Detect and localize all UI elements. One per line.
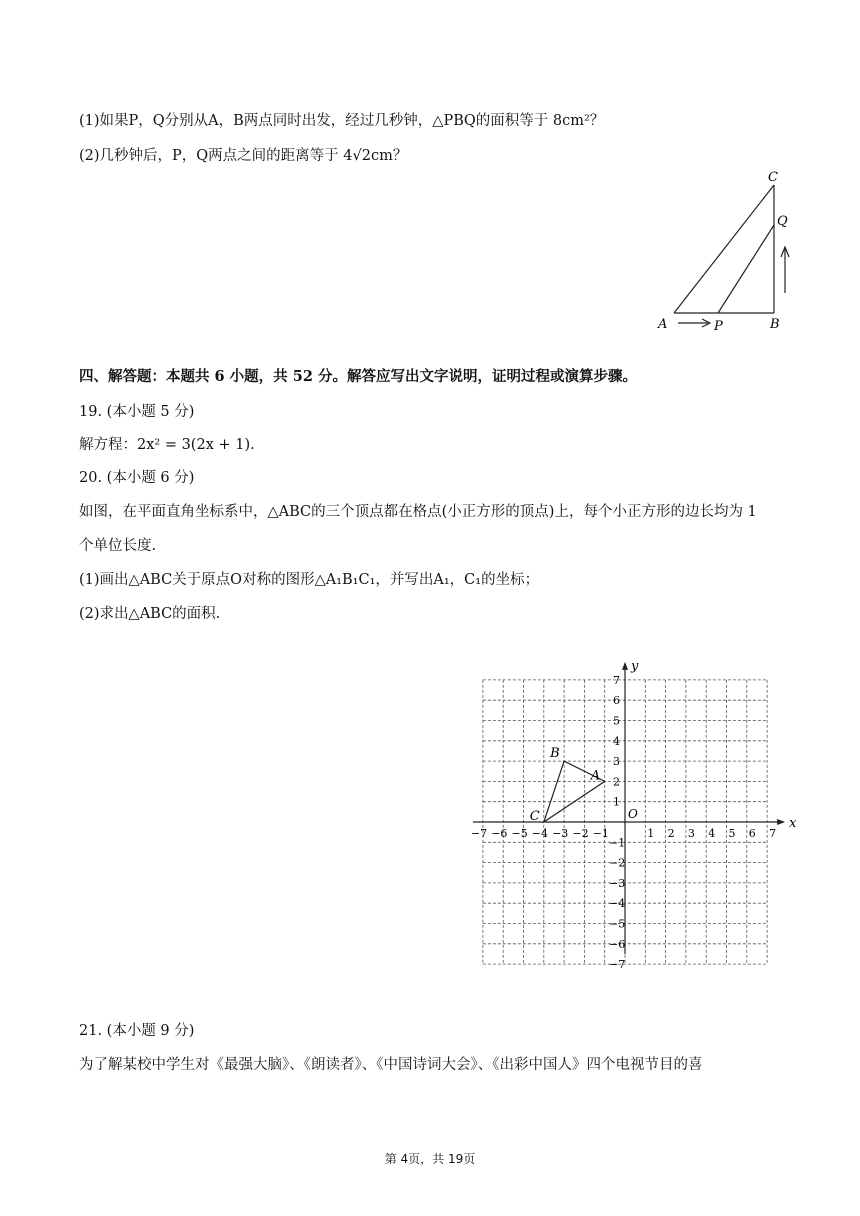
label-P: P <box>714 319 723 334</box>
x-tick-label: 3 <box>687 827 695 840</box>
x-tick-label: 1 <box>647 827 655 840</box>
y-tick-label: −2 <box>609 856 626 870</box>
q20-header: 20. (本小题 6 分) <box>79 470 195 486</box>
q20-text-line2: 个单位长度. <box>79 538 157 554</box>
y-tick-label: 6 <box>613 694 620 708</box>
point-label-A: A <box>590 768 601 784</box>
y-tick-label: −5 <box>609 917 626 931</box>
x-tick-label: −4 <box>531 827 549 840</box>
x-tick-label: −5 <box>511 827 528 840</box>
label-Q: Q <box>777 214 788 229</box>
label-B: B <box>770 317 780 332</box>
y-tick-label: 3 <box>613 755 620 769</box>
q20-part2: (2)求出△ABC的面积. <box>79 606 221 622</box>
x-tick-label: 6 <box>748 827 756 840</box>
coordinate-grid-figure <box>470 660 800 990</box>
q19-header: 19. (本小题 5 分) <box>79 404 195 420</box>
q20-text-line1: 如图，在平面直角坐标系中，△ABC的三个顶点都在格点(小正方形的顶点)上，每个小正方形的边长均为 1 <box>79 504 757 520</box>
y-axis-arrow <box>622 662 628 670</box>
x-tick-label: 7 <box>769 827 777 840</box>
q21-text: 为了解某校中学生对《最强大脑》、《朗读者》、《中国诗词大会》、《出彩中国人》四个电视节目的喜 <box>79 1057 703 1073</box>
point-label-C: C <box>529 809 540 824</box>
x-tick-label: −2 <box>572 827 589 840</box>
x-tick-label: −6 <box>491 827 508 840</box>
q18-part2: (2)几秒钟后，P，Q两点之间的距离等于 4√2cm？ <box>79 148 408 164</box>
y-axis-label: y <box>631 660 639 674</box>
q18-triangle-figure <box>650 165 810 340</box>
x-tick-label: 5 <box>728 827 736 840</box>
y-tick-label: −1 <box>609 836 626 850</box>
x-tick-label: −3 <box>552 827 569 840</box>
x-axis-arrow <box>777 819 785 825</box>
x-tick-label: −1 <box>592 827 609 840</box>
section4-heading: 四、解答题：本题共 6 小题，共 52 分。解答应写出文字说明，证明过程或演算步骤。 <box>79 368 637 385</box>
q18-part1: (1)如果P，Q分别从A，B两点同时出发，经过几秒钟，△PBQ的面积等于 8cm²？ <box>79 113 605 129</box>
q19-text: 解方程：2x² = 3(2x + 1). <box>79 437 255 453</box>
origin-label: O <box>628 807 638 821</box>
y-tick-label: −6 <box>609 937 626 951</box>
y-tick-label: 5 <box>613 714 620 728</box>
y-tick-label: 4 <box>613 734 620 748</box>
x-tick-label: 2 <box>667 827 675 840</box>
label-C: C <box>768 170 778 185</box>
y-tick-label: −3 <box>609 876 626 890</box>
q21-header: 21. (本小题 9 分) <box>79 1023 195 1039</box>
x-tick-label: −7 <box>470 827 488 840</box>
q20-part1: (1)画出△ABC关于原点O对称的图形△A₁B₁C₁，并写出A₁，C₁的坐标； <box>79 572 540 588</box>
page-footer: 第 4页，共 19页 <box>384 1152 476 1166</box>
y-tick-label: −4 <box>609 897 626 911</box>
point-label-B: B <box>550 746 560 762</box>
y-tick-label: −7 <box>609 958 626 972</box>
label-A: A <box>658 317 668 332</box>
y-tick-label: 1 <box>613 795 620 809</box>
y-tick-label: 7 <box>613 673 620 687</box>
y-tick-label: 2 <box>613 775 620 789</box>
x-axis-label: x <box>789 816 797 831</box>
x-tick-label: 4 <box>708 827 716 840</box>
